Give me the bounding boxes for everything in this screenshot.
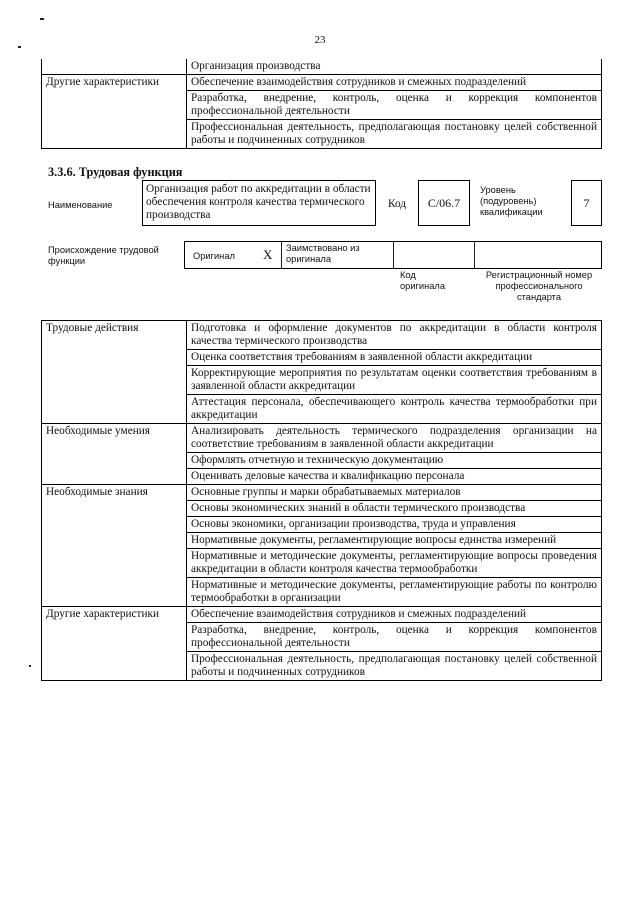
- section-title: 3.3.6. Трудовая функция: [48, 165, 183, 179]
- list-item: Основные группы и марки обрабатываемых материалов: [187, 485, 602, 501]
- table-row: [42, 424, 602, 453]
- list-item: Анализировать деятельность термического подразделения организации на соответствие требованиям в заявленной области аккредитации: [187, 424, 602, 453]
- list-item: Аттестация персонала, обеспечивающего контроль качества термообработки при аккредитации: [187, 395, 602, 424]
- reg-number-caption: Регистрационный номер профессионального стандарта: [485, 270, 593, 302]
- table-row: [42, 485, 602, 501]
- list-item: Основы экономических знаний в области термического производства: [187, 501, 602, 517]
- name-label: Наименование: [48, 200, 113, 210]
- code-original-caption: Код оригинала: [400, 270, 446, 291]
- group-label: Трудовые действия: [42, 321, 187, 424]
- list-item: Нормативные и методические документы, регламентирующие работы по контролю термообработки в организации: [187, 578, 602, 607]
- scan-mark: [40, 18, 44, 20]
- origin-label: Происхождение трудовой функции: [48, 245, 159, 266]
- row-label: [42, 120, 187, 149]
- row-text: Профессиональная деятельность, предполагающая постановку целей собственной работы и подчиненных сотрудников: [187, 120, 602, 149]
- row-text: Организация производства: [187, 59, 602, 75]
- group-label: Необходимые знания: [42, 485, 187, 607]
- function-details-table: [41, 320, 602, 681]
- row-label: [42, 59, 187, 75]
- row-text: Обеспечение взаимодействия сотрудников и смежных подразделений: [187, 75, 602, 91]
- list-item: Нормативные документы, регламентирующие вопросы единства измерений: [187, 533, 602, 549]
- list-item: Оценивать деловые качества и квалификацию персонала: [187, 469, 602, 485]
- table-row: [42, 59, 602, 75]
- list-item: Корректирующие мероприятия по результатам оценки соответствия требованиям в заявленной области аккредитации: [187, 366, 602, 395]
- top-characteristics-table: [41, 59, 602, 149]
- list-item: Оформлять отчетную и техническую документацию: [187, 453, 602, 469]
- row-text: Разработка, внедрение, контроль, оценка и коррекция компонентов профессиональной деятельности: [187, 91, 602, 120]
- origin-divider: [474, 241, 475, 269]
- code-label: Код: [388, 198, 407, 210]
- table-row: [42, 91, 602, 120]
- list-item: Разработка, внедрение, контроль, оценка и коррекция компонентов профессиональной деятельности: [187, 623, 602, 652]
- list-item: Нормативные и методические документы, регламентирующие вопросы проведения аккредитации в области контроля качества термообработки: [187, 549, 602, 578]
- row-label: Другие характеристики: [42, 75, 187, 91]
- row-label: [42, 91, 187, 120]
- origin-divider: [281, 241, 282, 269]
- page-number: 23: [314, 34, 326, 46]
- code-value: С/06.7: [427, 196, 461, 210]
- borrowed-label: Заимствовано из оригинала: [286, 243, 360, 264]
- table-row: [42, 75, 602, 91]
- list-item: Обеспечение взаимодействия сотрудников и смежных подразделений: [187, 607, 602, 623]
- list-item: Подготовка и оформление документов по аккредитации в области контроля качества термического производства: [187, 321, 602, 350]
- scan-mark: [18, 46, 21, 48]
- table-row: [42, 607, 602, 623]
- list-item: Основы экономики, организации производства, труда и управления: [187, 517, 602, 533]
- group-label: Необходимые умения: [42, 424, 187, 485]
- level-value: 7: [583, 196, 590, 210]
- list-item: Профессиональная деятельность, предполагающая постановку целей собственной работы и подчиненных сотрудников: [187, 652, 602, 681]
- original-label: Оригинал: [193, 251, 235, 261]
- table-row: [42, 321, 602, 350]
- scan-mark: [29, 665, 31, 667]
- table-row: [42, 120, 602, 149]
- level-label: Уровень (подуровень) квалификации: [480, 185, 543, 217]
- origin-divider: [393, 241, 394, 269]
- list-item: Оценка соответствия требованиям в заявленной области аккредитации: [187, 350, 602, 366]
- function-name: Организация работ по аккредитации в области обеспечения контроля качества термического производства: [146, 183, 371, 221]
- original-mark: X: [263, 247, 273, 262]
- group-label: Другие характеристики: [42, 607, 187, 681]
